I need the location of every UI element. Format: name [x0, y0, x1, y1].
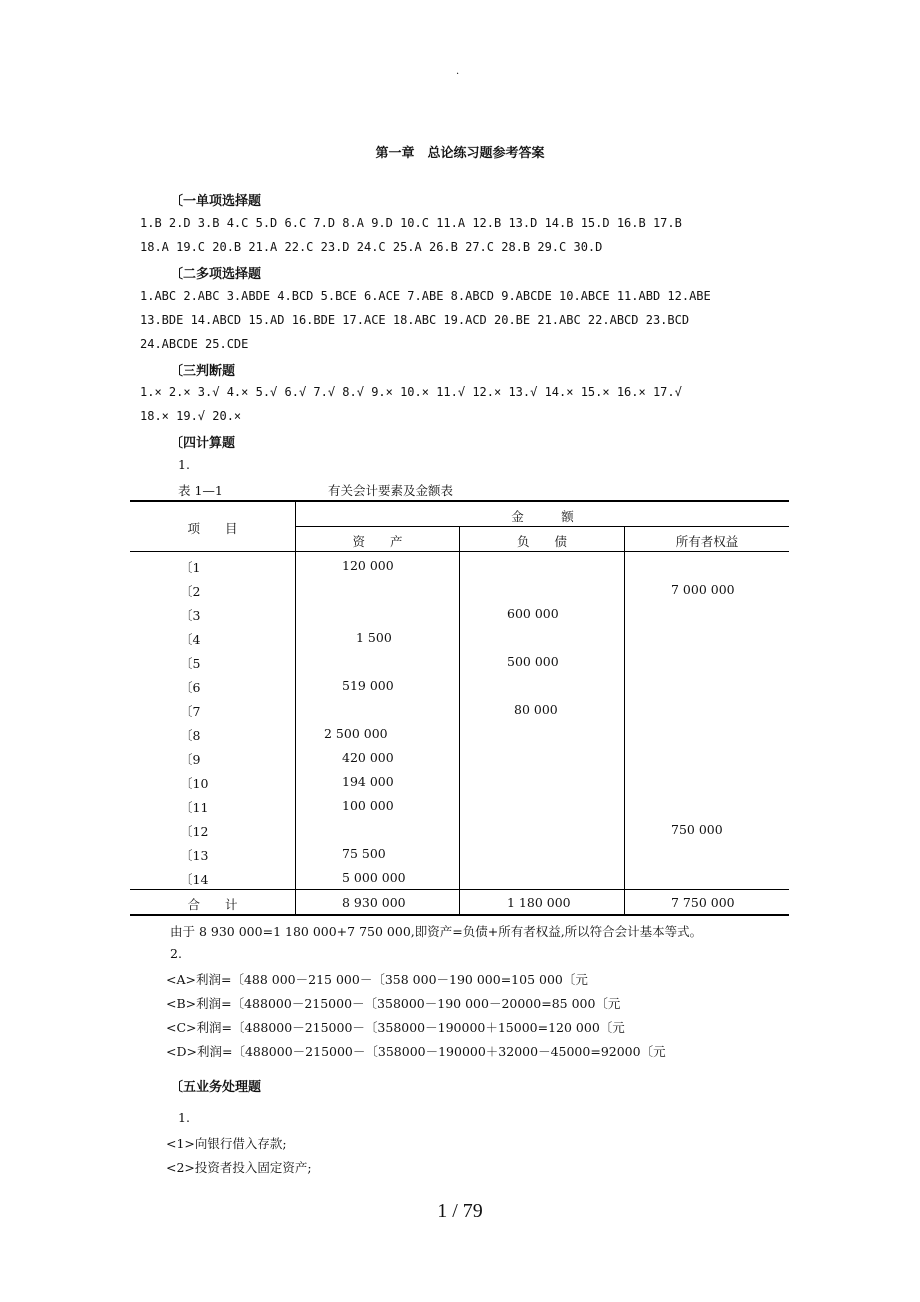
profit-line-d: <D>利润=〔488000－215000－〔358000－190000＋32000－45000=92000〔元 [166, 1044, 666, 1059]
table-row-assets: 120 000 [342, 558, 394, 573]
multi-choice-line-2: 13.BDE 14.ABCD 15.AD 16.BDE 17.ACE 18.ABC 19.ACD 20.BE 21.ABC 22.ABCD 23.BCD [140, 313, 690, 327]
equation-note: 由于 8 930 000=1 180 000+7 750 000,即资产=负债+所有者权益,所以符合会计基本等式。 [170, 924, 703, 939]
table-row-item: 〔11 [180, 800, 209, 815]
section-true-false-heading: 〔三判断题 [170, 364, 236, 379]
col-header-item: 项 目 [187, 521, 238, 536]
total-equity: 7 750 000 [671, 895, 735, 910]
col-header-assets: 资 产 [352, 534, 403, 549]
profit-line-c: <C>利润=〔488000－215000－〔358000－190000＋15000=120 000〔元 [166, 1020, 625, 1035]
page-number: 1 / 79 [437, 1200, 483, 1222]
table-row-item: 〔10 [180, 776, 209, 791]
total-liabilities: 1 180 000 [507, 895, 571, 910]
single-choice-line-1: 1.B 2.D 3.B 4.C 5.D 6.C 7.D 8.A 9.D 10.C 11.A 12.B 13.D 14.B 15.D 16.B 17.B [140, 216, 682, 230]
total-row-label: 合 计 [187, 897, 238, 912]
total-assets: 8 930 000 [342, 895, 406, 910]
table-row-item: 〔14 [180, 872, 209, 887]
section-multi-choice-heading: 〔二多项选择题 [170, 267, 262, 282]
table-title: 有关会计要素及金额表 [328, 483, 454, 498]
table-row-item: 〔5 [180, 656, 201, 671]
section-business-heading: 〔五业务处理题 [170, 1080, 262, 1095]
col-header-equity: 所有者权益 [675, 534, 739, 549]
table-row-item: 〔4 [180, 632, 201, 647]
table-row-item: 〔6 [180, 680, 201, 695]
business-question-1-label: 1. [178, 1110, 190, 1125]
table-row-liabilities: 80 000 [514, 702, 558, 717]
col-header-liabilities: 负 债 [516, 534, 567, 549]
table-row-item: 〔13 [180, 848, 209, 863]
single-choice-line-2: 18.A 19.C 20.B 21.A 22.C 23.D 24.C 25.A 26.B 27.C 28.B 29.C 30.D [140, 240, 603, 254]
table-row-assets: 5 000 000 [342, 870, 406, 885]
page-title: 第一章 总论练习题参考答案 [375, 146, 545, 161]
table-row-assets: 2 500 000 [324, 726, 388, 741]
business-line-1: <1>向银行借入存款; [166, 1136, 287, 1151]
multi-choice-line-3: 24.ABCDE 25.CDE [140, 337, 249, 351]
true-false-line-1: 1.× 2.× 3.√ 4.× 5.√ 6.√ 7.√ 8.√ 9.× 10.× 11.√ 12.× 13.√ 14.× 15.× 16.× 17.√ [140, 385, 682, 399]
calc-question-1-label: 1. [178, 457, 190, 472]
table-row-assets: 519 000 [342, 678, 394, 693]
table-number: 表 1—1 [178, 483, 223, 498]
true-false-line-2: 18.× 19.√ 20.× [140, 409, 242, 423]
table-row-assets: 75 500 [342, 846, 386, 861]
table-row-item: 〔1 [180, 560, 201, 575]
calc-question-2-label: 2. [170, 946, 182, 961]
table-row-equity: 7 000 000 [671, 582, 735, 597]
table-row-liabilities: 500 000 [507, 654, 559, 669]
business-line-2: <2>投资者投入固定资产; [166, 1160, 312, 1175]
col-header-amount: 金 额 [511, 509, 574, 524]
table-row-item: 〔7 [180, 704, 201, 719]
header-mark: . [456, 66, 460, 77]
section-calculation-heading: 〔四计算题 [170, 436, 236, 451]
table-row-assets: 1 500 [356, 630, 392, 645]
table-row-liabilities: 600 000 [507, 606, 559, 621]
table-row-item: 〔2 [180, 584, 201, 599]
table-row-item: 〔8 [180, 728, 201, 743]
table-row-assets: 194 000 [342, 774, 394, 789]
profit-line-a: <A>利润=〔488 000－215 000－〔358 000－190 000=105 000〔元 [166, 972, 588, 987]
table-row-assets: 100 000 [342, 798, 394, 813]
table-row-assets: 420 000 [342, 750, 394, 765]
table-row-item: 〔9 [180, 752, 201, 767]
section-single-choice-heading: 〔一单项选择题 [170, 194, 262, 209]
table-row-item: 〔12 [180, 824, 209, 839]
multi-choice-line-1: 1.ABC 2.ABC 3.ABDE 4.BCD 5.BCE 6.ACE 7.ABE 8.ABCD 9.ABCDE 10.ABCE 11.ABD 12.ABE [140, 289, 711, 303]
table-row-equity: 750 000 [671, 822, 723, 837]
table-row-item: 〔3 [180, 608, 201, 623]
profit-line-b: <B>利润=〔488000－215000－〔358000－190 000－20000=85 000〔元 [166, 996, 621, 1011]
